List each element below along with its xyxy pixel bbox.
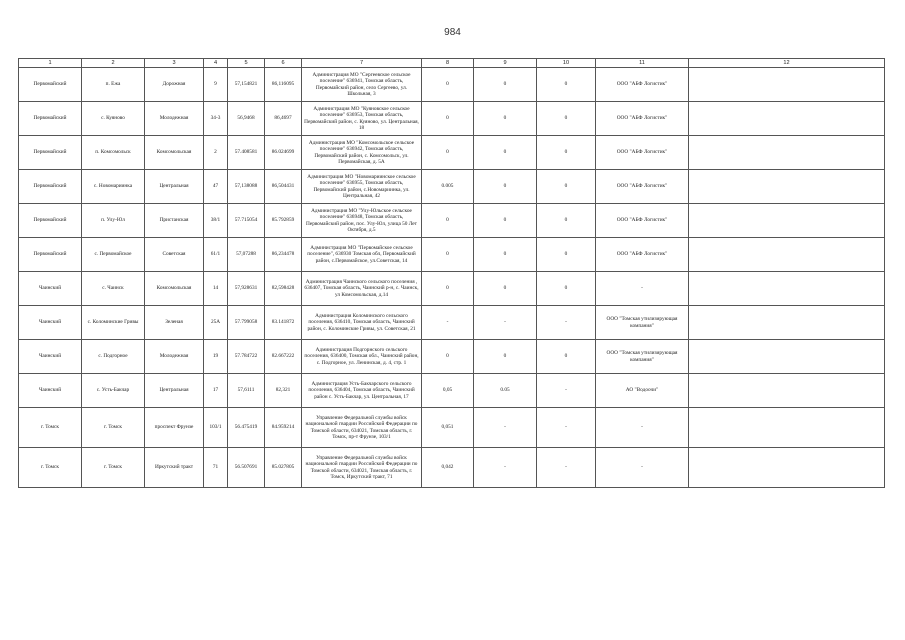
longitude-cell: 86,234478 — [265, 238, 302, 272]
settlement-cell: п. Улу-Юл — [82, 204, 145, 238]
longitude-cell: 86,504431 — [265, 170, 302, 204]
note-cell — [689, 68, 885, 102]
table-row — [19, 68, 885, 102]
settlement-cell: с. Усть-Бакчар — [82, 374, 145, 408]
house-cell: 71 — [204, 448, 228, 488]
note-cell — [689, 306, 885, 340]
district-cell: Первомайский — [19, 238, 82, 272]
street-cell: Дорожная — [145, 68, 204, 102]
owner-address-cell: Администрация Подгорнского сельского поселения, 636400, Томская обл., Чаинский район, с. Подгорное, ул. Ленинская, д. 4, стр. 1 — [302, 340, 422, 374]
operator-cell: ООО "АБФ Логистик" — [596, 238, 689, 272]
value-cell-8: 0,042 — [422, 448, 474, 488]
street-cell: Молодежная — [145, 340, 204, 374]
value-cell-9: 0 — [474, 136, 537, 170]
settlement-cell: с. Коломинские Гривы — [82, 306, 145, 340]
value-cell-8: 0 — [422, 340, 474, 374]
value-cell-10: 0 — [537, 238, 596, 272]
page-number: 984 — [444, 27, 461, 38]
column-header: 12 — [689, 59, 885, 68]
value-cell-10: - — [537, 408, 596, 448]
longitude-cell: 82,321 — [265, 374, 302, 408]
value-cell-10: - — [537, 306, 596, 340]
house-cell: 34-3 — [204, 102, 228, 136]
house-cell: 61/1 — [204, 238, 228, 272]
longitude-cell: 85.792859 — [265, 204, 302, 238]
value-cell-10: 0 — [537, 136, 596, 170]
street-cell: Комсомольская — [145, 136, 204, 170]
value-cell-9: 0 — [474, 170, 537, 204]
longitude-cell: 84.959214 — [265, 408, 302, 448]
latitude-cell: 57.784722 — [228, 340, 265, 374]
street-cell: Советская — [145, 238, 204, 272]
house-cell: 2 — [204, 136, 228, 170]
operator-cell: ООО "Томская утилизирующая компания" — [596, 306, 689, 340]
longitude-cell: 82.667222 — [265, 340, 302, 374]
latitude-cell: 56,9468 — [228, 102, 265, 136]
owner-address-cell: Администрация МО "Новомариинское сельское поселение" 636955, Томская область, Первомайский район, с.Новомариинка, ул. Центральная, 42 — [302, 170, 422, 204]
table-row — [19, 102, 885, 136]
note-cell — [689, 374, 885, 408]
table-row — [19, 306, 885, 340]
column-header: 3 — [145, 59, 204, 68]
street-cell: проспект Фрунзе — [145, 408, 204, 448]
longitude-cell: 86.024699 — [265, 136, 302, 170]
operator-cell: ООО "АБФ Логистик" — [596, 136, 689, 170]
latitude-cell: 57,6111 — [228, 374, 265, 408]
column-header: 4 — [204, 59, 228, 68]
house-cell: 103/1 — [204, 408, 228, 448]
operator-cell: ООО "АБФ Логистик" — [596, 68, 689, 102]
column-header: 1 — [19, 59, 82, 68]
settlement-cell: с. Новомариинка — [82, 170, 145, 204]
owner-address-cell: Администрация МО "Комсомольское сельское поселение" 636942, Томская область, Первомайский район, с. Комсомольск, ул. Первомайская, д. 5А — [302, 136, 422, 170]
value-cell-8: - — [422, 306, 474, 340]
settlement-cell: п. Комсомольск — [82, 136, 145, 170]
settlement-cell: г. Томск — [82, 448, 145, 488]
settlement-cell: с. Чаинск — [82, 272, 145, 306]
column-header: 11 — [596, 59, 689, 68]
value-cell-8: 0 — [422, 272, 474, 306]
column-header: 5 — [228, 59, 265, 68]
note-cell — [689, 272, 885, 306]
operator-cell: - — [596, 272, 689, 306]
note-cell — [689, 204, 885, 238]
district-cell: Первомайский — [19, 68, 82, 102]
house-cell: 38/1 — [204, 204, 228, 238]
value-cell-10: 0 — [537, 204, 596, 238]
note-cell — [689, 102, 885, 136]
latitude-cell: 57,154821 — [228, 68, 265, 102]
latitude-cell: 57,928631 — [228, 272, 265, 306]
column-header: 7 — [302, 59, 422, 68]
district-cell: Первомайский — [19, 136, 82, 170]
owner-address-cell: Администрация МО "Сергеевское сельское поселение" 636941, Томская область, Первомайский район, село Сергеево, ул. Школьная, 3 — [302, 68, 422, 102]
value-cell-8: 0,05 — [422, 374, 474, 408]
street-cell: Зеленая — [145, 306, 204, 340]
column-header: 2 — [82, 59, 145, 68]
district-cell: Чаинский — [19, 340, 82, 374]
column-header: 6 — [265, 59, 302, 68]
table-row — [19, 238, 885, 272]
settlement-cell: с. Первомайское — [82, 238, 145, 272]
district-cell: Первомайский — [19, 102, 82, 136]
value-cell-8: 0 — [422, 68, 474, 102]
column-header: 10 — [537, 59, 596, 68]
house-cell: 25А — [204, 306, 228, 340]
value-cell-9: 0 — [474, 238, 537, 272]
street-cell: Центральная — [145, 170, 204, 204]
settlement-cell: г. Томск — [82, 408, 145, 448]
value-cell-10: 0 — [537, 170, 596, 204]
latitude-cell: 56.475419 — [228, 408, 265, 448]
house-cell: 9 — [204, 68, 228, 102]
header-row — [19, 59, 885, 68]
table-row — [19, 340, 885, 374]
owner-address-cell: Управление Федеральной службы войск национальной гвардии Российской Федерации по Томской области, 634021, Томская область, г. Томск, пр-т Фрунзе, 103/1 — [302, 408, 422, 448]
table-row — [19, 374, 885, 408]
owner-address-cell: Администрация Усть-Бакчарского сельского поселения, 636404, Томская область, Чаинский район с. Усть-Бакчар, ул. Центральная, 17 — [302, 374, 422, 408]
operator-cell: ООО "АБФ Логистик" — [596, 204, 689, 238]
table-row — [19, 448, 885, 488]
value-cell-9: 0 — [474, 272, 537, 306]
value-cell-10: - — [537, 448, 596, 488]
note-cell — [689, 448, 885, 488]
district-cell: Первомайский — [19, 170, 82, 204]
longitude-cell: 85.027805 — [265, 448, 302, 488]
district-cell: г. Томск — [19, 448, 82, 488]
district-cell: Чаинский — [19, 272, 82, 306]
owner-address-cell: Администрация МО "Куяновское сельское поселение" 636953, Томская область, Первомайский район, с. Куяново, ул. Центральная, 18 — [302, 102, 422, 136]
latitude-cell: 56.507691 — [228, 448, 265, 488]
settlement-cell: п. Ежа — [82, 68, 145, 102]
value-cell-8: 0 — [422, 204, 474, 238]
house-cell: 17 — [204, 374, 228, 408]
street-cell: Пристанская — [145, 204, 204, 238]
value-cell-10: 0 — [537, 272, 596, 306]
longitude-cell: 83.141872 — [265, 306, 302, 340]
note-cell — [689, 408, 885, 448]
latitude-cell: 57.408581 — [228, 136, 265, 170]
table-row — [19, 136, 885, 170]
street-cell: Иркутский тракт — [145, 448, 204, 488]
note-cell — [689, 136, 885, 170]
settlement-cell: с. Подгорное — [82, 340, 145, 374]
table-row — [19, 204, 885, 238]
longitude-cell: 82,598428 — [265, 272, 302, 306]
district-cell: Первомайский — [19, 204, 82, 238]
table-row — [19, 170, 885, 204]
note-cell — [689, 170, 885, 204]
owner-address-cell: Администрация МО "Улу-Юльское сельское поселение" 636948, Томская область, Первомайский район, пос. Улу-Юл, улица 50 Лет Октября, д.5 — [302, 204, 422, 238]
street-cell: Молодежная — [145, 102, 204, 136]
value-cell-8: 0 — [422, 102, 474, 136]
latitude-cell: 57.799058 — [228, 306, 265, 340]
operator-cell: - — [596, 448, 689, 488]
value-cell-9: - — [474, 448, 537, 488]
house-cell: 47 — [204, 170, 228, 204]
value-cell-9: - — [474, 306, 537, 340]
value-cell-9: - — [474, 408, 537, 448]
latitude-cell: 57,07288 — [228, 238, 265, 272]
owner-address-cell: Администрация МО "Первомайское сельское поселение", 636930 Томская обл, Первомайский район, с.Первомайское, ул.Советская, 14 — [302, 238, 422, 272]
table-row — [19, 272, 885, 306]
value-cell-10: 0 — [537, 102, 596, 136]
column-header: 9 — [474, 59, 537, 68]
registry-table — [18, 58, 885, 488]
value-cell-8: 0,051 — [422, 408, 474, 448]
operator-cell: - — [596, 408, 689, 448]
value-cell-10: - — [537, 374, 596, 408]
longitude-cell: 86,4697 — [265, 102, 302, 136]
column-header: 8 — [422, 59, 474, 68]
value-cell-8: 0 — [422, 238, 474, 272]
house-cell: 14 — [204, 272, 228, 306]
note-cell — [689, 340, 885, 374]
street-cell: Центральная — [145, 374, 204, 408]
value-cell-8: 0 — [422, 136, 474, 170]
house-cell: 19 — [204, 340, 228, 374]
value-cell-10: 0 — [537, 340, 596, 374]
value-cell-8: 0.005 — [422, 170, 474, 204]
value-cell-9: 0.05 — [474, 374, 537, 408]
value-cell-10: 0 — [537, 68, 596, 102]
owner-address-cell: Управление Федеральной службы войск национальной гвардии Российской Федерации по Томской области, 634021, Томская область, г. Томск, Иркутский тракт, 71 — [302, 448, 422, 488]
district-cell: Чаинский — [19, 374, 82, 408]
note-cell — [689, 238, 885, 272]
operator-cell: ООО "Томская утилизирующая компания" — [596, 340, 689, 374]
operator-cell: АО "Водоочи" — [596, 374, 689, 408]
value-cell-9: 0 — [474, 68, 537, 102]
district-cell: г. Томск — [19, 408, 82, 448]
operator-cell: ООО "АБФ Логистик" — [596, 170, 689, 204]
owner-address-cell: Администрация Коломинского сельского поселения, 636410, Томская область, Чаинский район, с. Коломинские Гривы, ул. Советская, 21 — [302, 306, 422, 340]
latitude-cell: 57,138088 — [228, 170, 265, 204]
settlement-cell: с. Куяново — [82, 102, 145, 136]
longitude-cell: 86,116095 — [265, 68, 302, 102]
value-cell-9: 0 — [474, 204, 537, 238]
operator-cell: ООО "АБФ Логистик" — [596, 102, 689, 136]
value-cell-9: 0 — [474, 102, 537, 136]
district-cell: Чаинский — [19, 306, 82, 340]
owner-address-cell: Администрация Чаинского сельского поселения , 636407, Томская область, Чаинский р-н, с. Чаинск, ул Комсомольская, д.14 — [302, 272, 422, 306]
street-cell: Комсомольская — [145, 272, 204, 306]
value-cell-9: 0 — [474, 340, 537, 374]
table-row — [19, 408, 885, 448]
latitude-cell: 57.715054 — [228, 204, 265, 238]
